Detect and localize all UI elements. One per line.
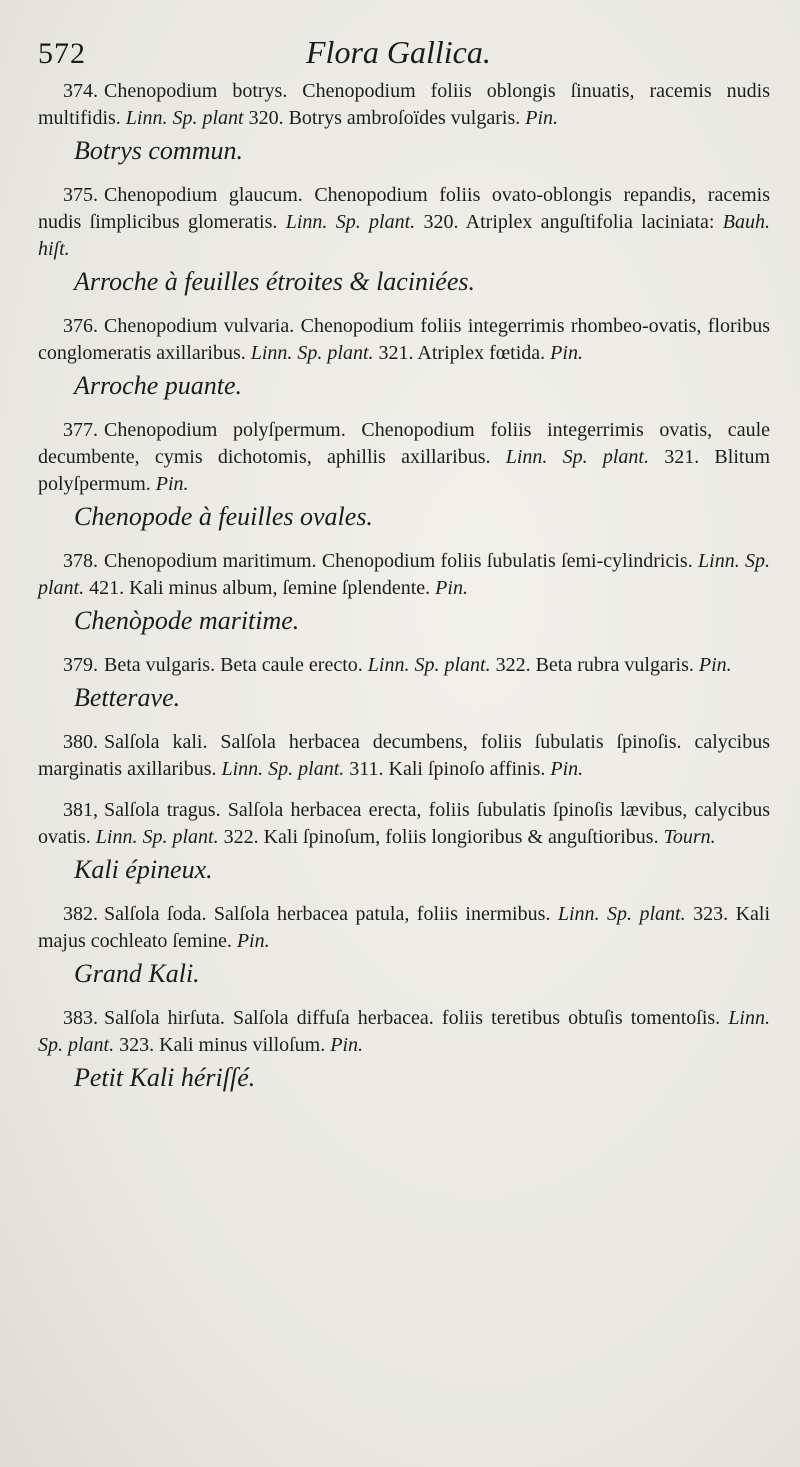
vernacular-name: Kali épineux. — [74, 855, 213, 884]
entry-list — [38, 78, 770, 1095]
vernacular-name: Grand Kali. — [74, 959, 200, 988]
entry-number: 381, — [63, 799, 98, 821]
reference-citation: Linn. Sp. plant. — [38, 1007, 770, 1056]
entry-description — [38, 729, 770, 783]
entry-number: 379. — [63, 654, 98, 676]
reference-citation: Linn. Sp. plant. — [95, 826, 219, 848]
entry-text-segment: 323. Kali minus villoſum. — [114, 1034, 331, 1056]
entry-text-segment: Salſola tragus. Salſola herbacea erecta, foliis ſubulatis ſpinoſis lævibus, calycibus ovatis. — [38, 799, 770, 848]
entry-text-segment: Chenopodium maritimum. Chenopodium foliis ſubulatis ſemi-cylindricis. — [104, 550, 699, 572]
entry-text-segment: 311. Kali ſpinoſo affinis. — [344, 758, 551, 780]
page-number: 572 — [38, 37, 86, 70]
reference-citation: Tourn. — [663, 826, 716, 848]
vernacular-name: Betterave. — [74, 683, 181, 712]
vernacular-name: Petit Kali hériſſé. — [74, 1063, 256, 1092]
species-entry — [38, 417, 770, 534]
vernacular-name: Arroche à feuilles étroites & laciniées. — [74, 267, 475, 296]
species-entry — [38, 548, 770, 638]
entry-text-segment: Chenopodium botrys. Chenopodium foliis oblongis ſinuatis, racemis nudis multifidis. — [38, 80, 770, 129]
reference-citation: Linn. Sp. plant. — [285, 211, 416, 233]
vernacular-name: Chenòpode maritime. — [74, 606, 300, 635]
reference-citation: Pin. — [435, 577, 468, 599]
entry-number: 377. — [63, 419, 98, 441]
reference-citation: Pin. — [550, 758, 584, 780]
reference-citation: Pin. — [330, 1034, 364, 1056]
entry-number: 375. — [63, 184, 98, 206]
species-entry — [38, 729, 770, 797]
species-entry — [38, 1005, 770, 1095]
reference-citation: Pin. — [550, 342, 583, 364]
reference-citation: Linn. Sp. plant. — [367, 654, 491, 676]
species-entry — [38, 78, 770, 168]
reference-citation: Linn. Sp. plant — [125, 107, 244, 129]
entry-description — [38, 417, 770, 498]
species-entry — [38, 313, 770, 403]
vernacular-name: Chenopode à feuilles ovales. — [74, 502, 373, 531]
vernacular-name: Arroche puante. — [74, 371, 242, 400]
entry-description — [38, 313, 770, 367]
entry-spacer — [38, 783, 770, 797]
entry-text-segment: 323. Kali majus cochleato ſemine. — [38, 903, 771, 952]
entry-text-segment: Salſola kali. Salſola herbacea decumbens, foliis ſubulatis ſpinoſis. calycibus marginatis axillaribus. — [38, 731, 770, 780]
species-entry — [38, 797, 770, 887]
reference-citation: Pin. — [155, 473, 189, 495]
entry-number: 380. — [63, 731, 98, 753]
entry-description — [38, 901, 770, 955]
species-entry — [38, 901, 770, 991]
entry-text-segment: Salſola ſoda. Salſola herbacea patula, foliis inermibus. — [104, 903, 558, 925]
species-entry — [38, 652, 770, 715]
reference-citation: Pin. — [525, 107, 559, 129]
entry-text-segment: 320. Atriplex anguſtifolia laciniata: — [415, 211, 723, 233]
reference-citation: Bauh. hiſt. — [38, 211, 770, 260]
entry-number: 382. — [63, 903, 98, 925]
entry-number: 376. — [63, 315, 98, 337]
entry-text-segment: 322. Kali ſpinoſum, foliis longioribus & anguſtioribus. — [218, 826, 664, 848]
entry-text-segment: Chenopodium vulvaria. Chenopodium foliis integerrimis rhombeo-ovatis, floribus conglomeratis axillaribus. — [38, 315, 770, 364]
entry-description — [38, 548, 770, 602]
entry-text-segment: Chenopodium glaucum. Chenopodium foliis ovato-oblongis repandis, racemis nudis ſimplicibus glomeratis. — [38, 184, 770, 233]
entry-text-segment: 321. Atriplex fœtida. — [373, 342, 551, 364]
entry-description — [38, 1005, 770, 1059]
reference-citation: Linn. Sp. plant. — [250, 342, 374, 364]
running-title: Flora Gallica. — [306, 34, 491, 70]
entry-text-segment: 421. Kali minus album, ſemine ſplendente. — [84, 577, 436, 599]
species-entry — [38, 182, 770, 299]
entry-text-segment: 320. Botrys ambroſoïdes vulgaris. — [243, 107, 526, 129]
reference-citation: Linn. Sp. plant. — [38, 550, 771, 599]
entry-description — [38, 78, 770, 132]
entry-number: 383. — [63, 1007, 98, 1029]
reference-citation: Linn. Sp. plant. — [557, 903, 686, 925]
entry-text-segment: Chenopodium polyſpermum. Chenopodium foliis integerrimis ovatis, caule decumbente, cymis dichotomis, aphillis axillaribus. — [38, 419, 770, 468]
vernacular-name: Botrys commun. — [74, 136, 243, 165]
reference-citation: Linn. Sp. plant. — [221, 758, 345, 780]
entry-text-segment: Beta vulgaris. Beta caule erecto. — [104, 654, 368, 676]
entry-number: 378. — [63, 550, 98, 572]
entry-number: 374. — [63, 80, 98, 102]
reference-citation: Pin. — [698, 654, 732, 676]
reference-citation: Linn. Sp. plant. — [505, 446, 649, 468]
entry-text-segment: 321. Blitum polyſpermum. — [38, 446, 771, 495]
entry-description — [38, 182, 770, 263]
page-header — [38, 34, 770, 78]
entry-description — [38, 797, 770, 851]
entry-text-segment: Salſola hirſuta. Salſola diffuſa herbacea. foliis teretibus obtuſis tomentoſis. — [104, 1007, 729, 1029]
reference-citation: Pin. — [236, 930, 270, 952]
entry-description — [38, 652, 770, 679]
entry-text-segment: 322. Beta rubra vulgaris. — [490, 654, 699, 676]
